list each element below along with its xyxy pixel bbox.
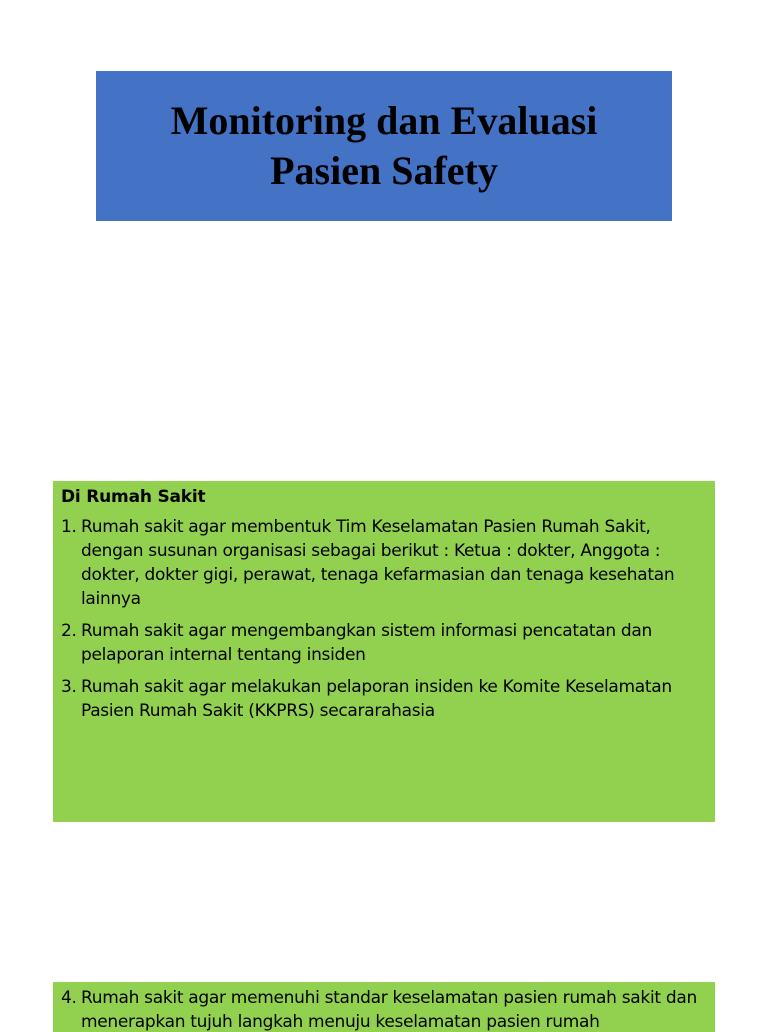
list-item-number: 4.	[61, 988, 77, 1008]
list-item-text: Rumah sakit agar mengembangkan sistem informasi pencatatan dan pelaporan internal tentang insiden	[81, 621, 653, 665]
slide-title-line-1: Monitoring dan Evaluasi	[170, 98, 598, 143]
list-item	[61, 515, 707, 611]
list-item-number: 1.	[61, 517, 77, 537]
list-item	[61, 675, 707, 723]
content-box-rumah-sakit	[53, 481, 715, 822]
list-item	[61, 619, 707, 667]
list-item-number: 2.	[61, 621, 77, 641]
list-item-number: 3.	[61, 677, 77, 697]
list-item	[61, 986, 707, 1032]
content-box-continued	[53, 982, 715, 1032]
title-box	[96, 71, 672, 221]
section-heading: Di Rumah Sakit	[61, 487, 206, 507]
list-item-text: Rumah sakit agar memenuhi standar keselamatan pasien rumah sakit dan menerapkan tujuh langkah menuju keselamatan pasien rumah	[81, 988, 697, 1032]
slide-title-line-2: Pasien Safety	[270, 148, 498, 193]
list-item-text: Rumah sakit agar membentuk Tim Keselamatan Pasien Rumah Sakit, dengan susunan organisasi sebagai berikut : Ketua : dokter, Anggota : dokter, dokter gigi, perawat, tenaga kefarmasian dan tenaga kesehatan lainnya	[81, 517, 675, 609]
list-item-text: Rumah sakit agar melakukan pelaporan insiden ke Komite Keselamatan Pasien Rumah Sakit (KKPRS) secararahasia	[81, 677, 672, 721]
